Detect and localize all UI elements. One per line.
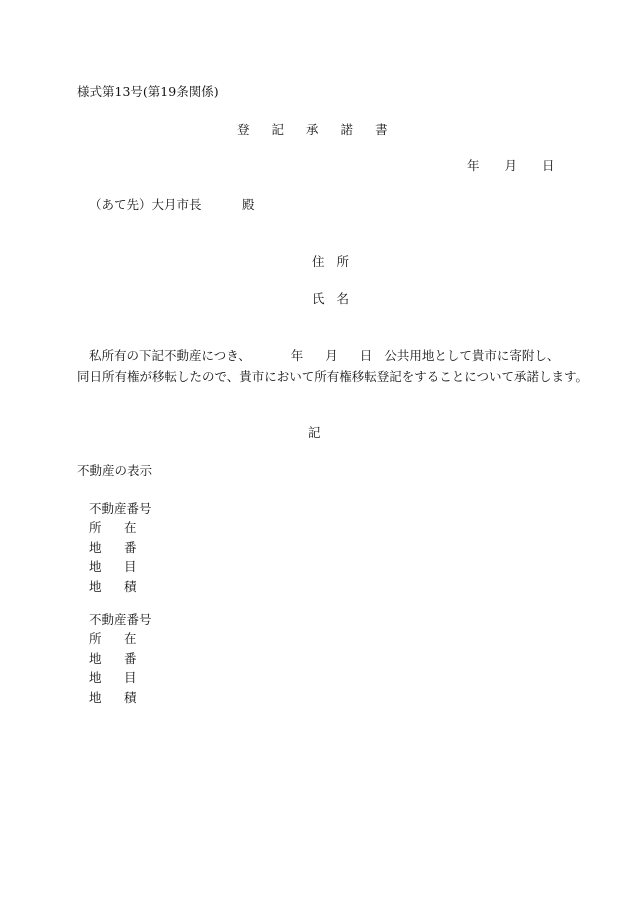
name-label-char: 名: [336, 291, 350, 306]
property-number-label: 不動産番号: [89, 612, 152, 627]
document-title: [237, 124, 388, 137]
date-year: 年: [467, 158, 480, 173]
body-purpose: 公共用地として貴市に寄附し、: [384, 348, 560, 363]
date-day: 日: [542, 158, 555, 173]
title-char: 登: [237, 122, 250, 137]
property-heading: 不動産の表示: [77, 463, 153, 478]
body-text-line-1: [89, 350, 559, 363]
addressee-honorific: 殿: [242, 197, 255, 212]
body-month: 月: [325, 348, 338, 363]
title-char: 承: [306, 122, 319, 137]
address-label: [312, 256, 349, 269]
date-line: [467, 160, 555, 173]
date-month: 月: [504, 158, 518, 173]
title-char: 諾: [340, 122, 354, 137]
property-number-label: 不動産番号: [89, 501, 152, 516]
addressee: （あて先）大月市長: [89, 197, 202, 212]
body-day: 日: [359, 348, 373, 363]
name-label: [312, 293, 349, 306]
title-char: 書: [375, 122, 388, 137]
form-number: 様式第13号(第19条関係): [77, 84, 219, 99]
title-char: 記: [271, 122, 285, 137]
address-label-char: 住: [312, 254, 325, 269]
name-label-char: 氏: [312, 291, 325, 306]
body-year: 年: [290, 348, 304, 363]
body-text-line-2: 同日所有権が移転したので、貴市において所有権移転登記をすることについて承諾します。: [77, 369, 589, 384]
ki-label: 記: [308, 425, 321, 440]
body-intro: 私所有の下記不動産につき、: [89, 348, 251, 363]
address-label-char: 所: [336, 254, 350, 269]
